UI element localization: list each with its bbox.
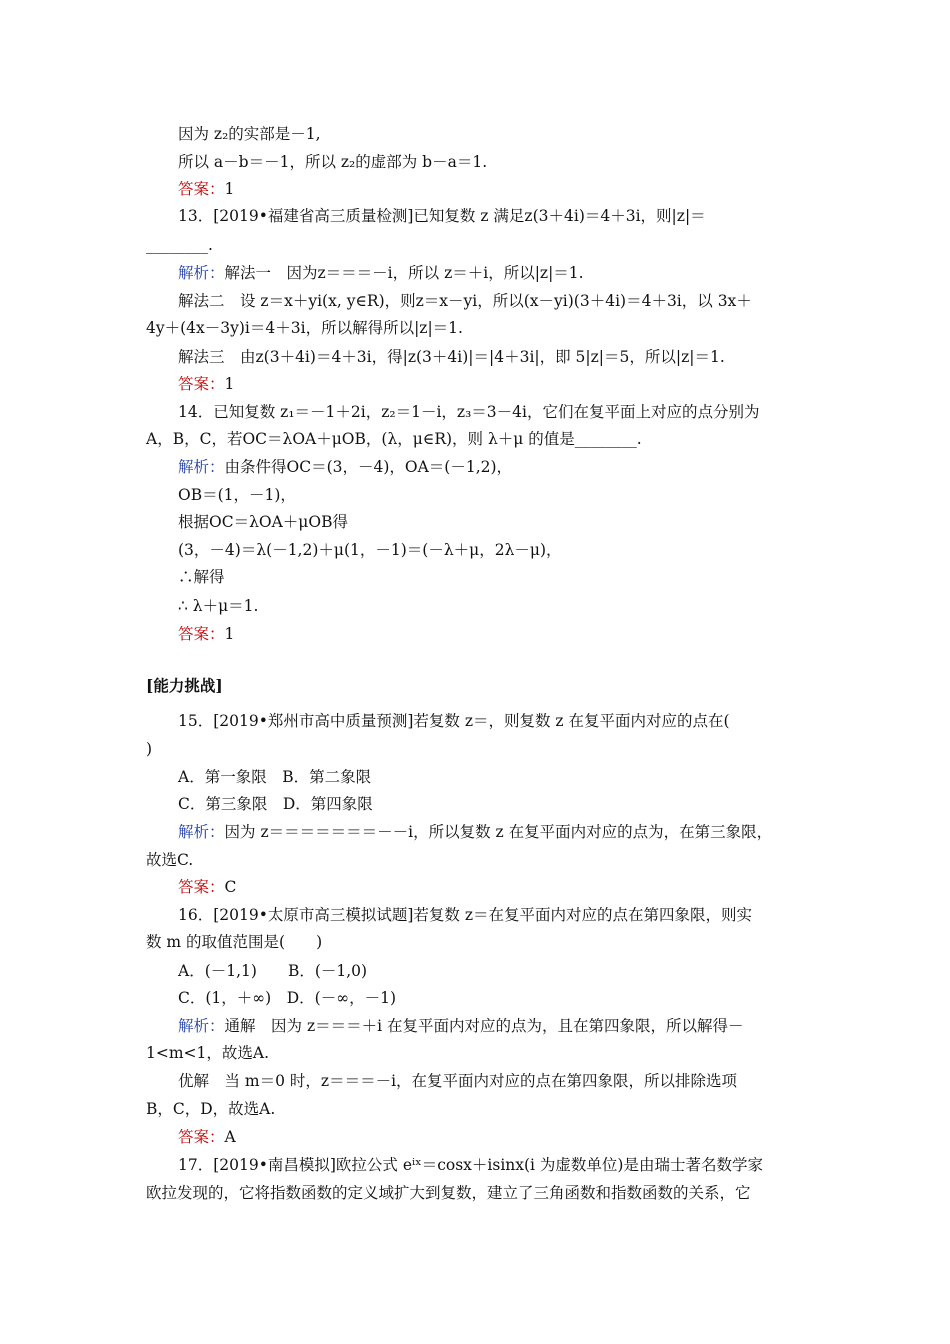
text-line: 解法二 设 z＝x＋yi(x, y∈R)，则z＝x－yi，所以(x－yi)(3＋4i)＝4＋3i，以 3x＋ <box>178 292 752 310</box>
text-line: 欧拉发现的，它将指数函数的定义域扩大到复数，建立了三角函数和指数函数的关系，它 <box>146 1184 751 1202</box>
text-line: 根据OC＝λOA＋μOB得 <box>178 513 348 531</box>
answer-line: 答案：1 <box>178 375 235 393</box>
question-17: 17．[2019•南昌模拟]欧拉公式 eⁱˣ＝cosx＋isinx(i 为虚数单位)是由瑞士著名数学家 <box>178 1156 763 1174</box>
answer-label: 答案： <box>178 180 225 198</box>
analysis-label: 解析： <box>178 264 225 282</box>
text-line: 故选C. <box>146 851 194 869</box>
option-line: C．第三象限 D．第四象限 <box>178 795 373 813</box>
analysis-line: 解析：通解 因为 z＝＝＝＋i 在复平面内对应的点为，且在第四象限，所以解得－ <box>178 1017 744 1035</box>
answer-label: 答案： <box>178 878 225 896</box>
answer-label: 答案： <box>178 375 225 393</box>
analysis-line: 解析：解法一 因为z＝＝＝－i，所以 z＝＋i，所以|z|＝1. <box>178 264 584 282</box>
text-line: OB＝(1，－1)， <box>178 486 296 504</box>
answer-label: 答案： <box>178 625 225 643</box>
answer-line: 答案：A <box>178 1128 236 1146</box>
text-line: ∴解得 <box>178 568 225 586</box>
analysis-line: 解析：由条件得OC＝(3，－4)，OA＝(－1,2)， <box>178 458 513 476</box>
answer-line: 答案：1 <box>178 180 235 198</box>
text-line: 解法三 由z(3＋4i)＝4＋3i，得|z(3＋4i)|＝|4＋3i|，即 5|z|＝5，所以|z|＝1. <box>178 348 725 366</box>
text-line: 优解 当 m＝0 时，z＝＝＝－i，在复平面内对应的点在第四象限，所以排除选项 <box>178 1072 738 1090</box>
text-line: 因为 z₂的实部是－1, <box>178 125 321 143</box>
analysis-label: 解析： <box>178 823 225 841</box>
text-line: ) <box>146 740 153 758</box>
text-line: (3，－4)＝λ(－1,2)＋μ(1，－1)＝(－λ＋μ，2λ－μ)， <box>178 541 562 559</box>
text-line: ∴ λ＋μ＝1. <box>178 597 259 615</box>
text-line: 4y＋(4x－3y)i＝4＋3i，所以解得所以|z|＝1. <box>146 319 463 337</box>
text-line: 所以 a－b＝－1，所以 z₂的虚部为 b－a＝1. <box>178 153 488 171</box>
text-line: ________. <box>146 236 213 254</box>
question-16: 16．[2019•太原市高三模拟试题]若复数 z＝在复平面内对应的点在第四象限，则实 <box>178 906 753 924</box>
analysis-line: 解析：因为 z＝＝＝＝＝＝＝－－i，所以复数 z 在复平面内对应的点为，在第三象限， <box>178 823 773 841</box>
question-13: 13．[2019•福建省高三质量检测]已知复数 z 满足z(3＋4i)＝4＋3i，则|z|＝ <box>178 207 706 225</box>
text-line: B，C，D，故选A. <box>146 1100 276 1118</box>
option-line: A．第一象限 B．第二象限 <box>178 768 372 786</box>
answer-label: 答案： <box>178 1128 225 1146</box>
question-15: 15．[2019•郑州市高中质量预测]若复数 z＝，则复数 z 在复平面内对应的点在( <box>178 712 730 730</box>
answer-line: 答案：C <box>178 878 237 896</box>
analysis-label: 解析： <box>178 1017 225 1035</box>
answer-line: 答案：1 <box>178 625 235 643</box>
option-line: C．(1，＋∞) D．(－∞，－1) <box>178 989 397 1007</box>
text-line: 1<m<1，故选A. <box>146 1044 270 1062</box>
text-line: 数 m 的取值范围是( ) <box>146 933 323 951</box>
section-heading: [能力挑战] <box>146 676 223 695</box>
question-14: 14．已知复数 z₁＝－1＋2i，z₂＝1－i，z₃＝3－4i，它们在复平面上对应的点分别为 <box>178 403 760 421</box>
text-line: A，B，C，若OC＝λOA＋μOB，(λ，μ∈R)，则 λ＋μ 的值是________. <box>146 430 642 448</box>
analysis-label: 解析： <box>178 458 225 476</box>
option-line: A．(－1,1) B．(－1,0) <box>178 962 368 980</box>
